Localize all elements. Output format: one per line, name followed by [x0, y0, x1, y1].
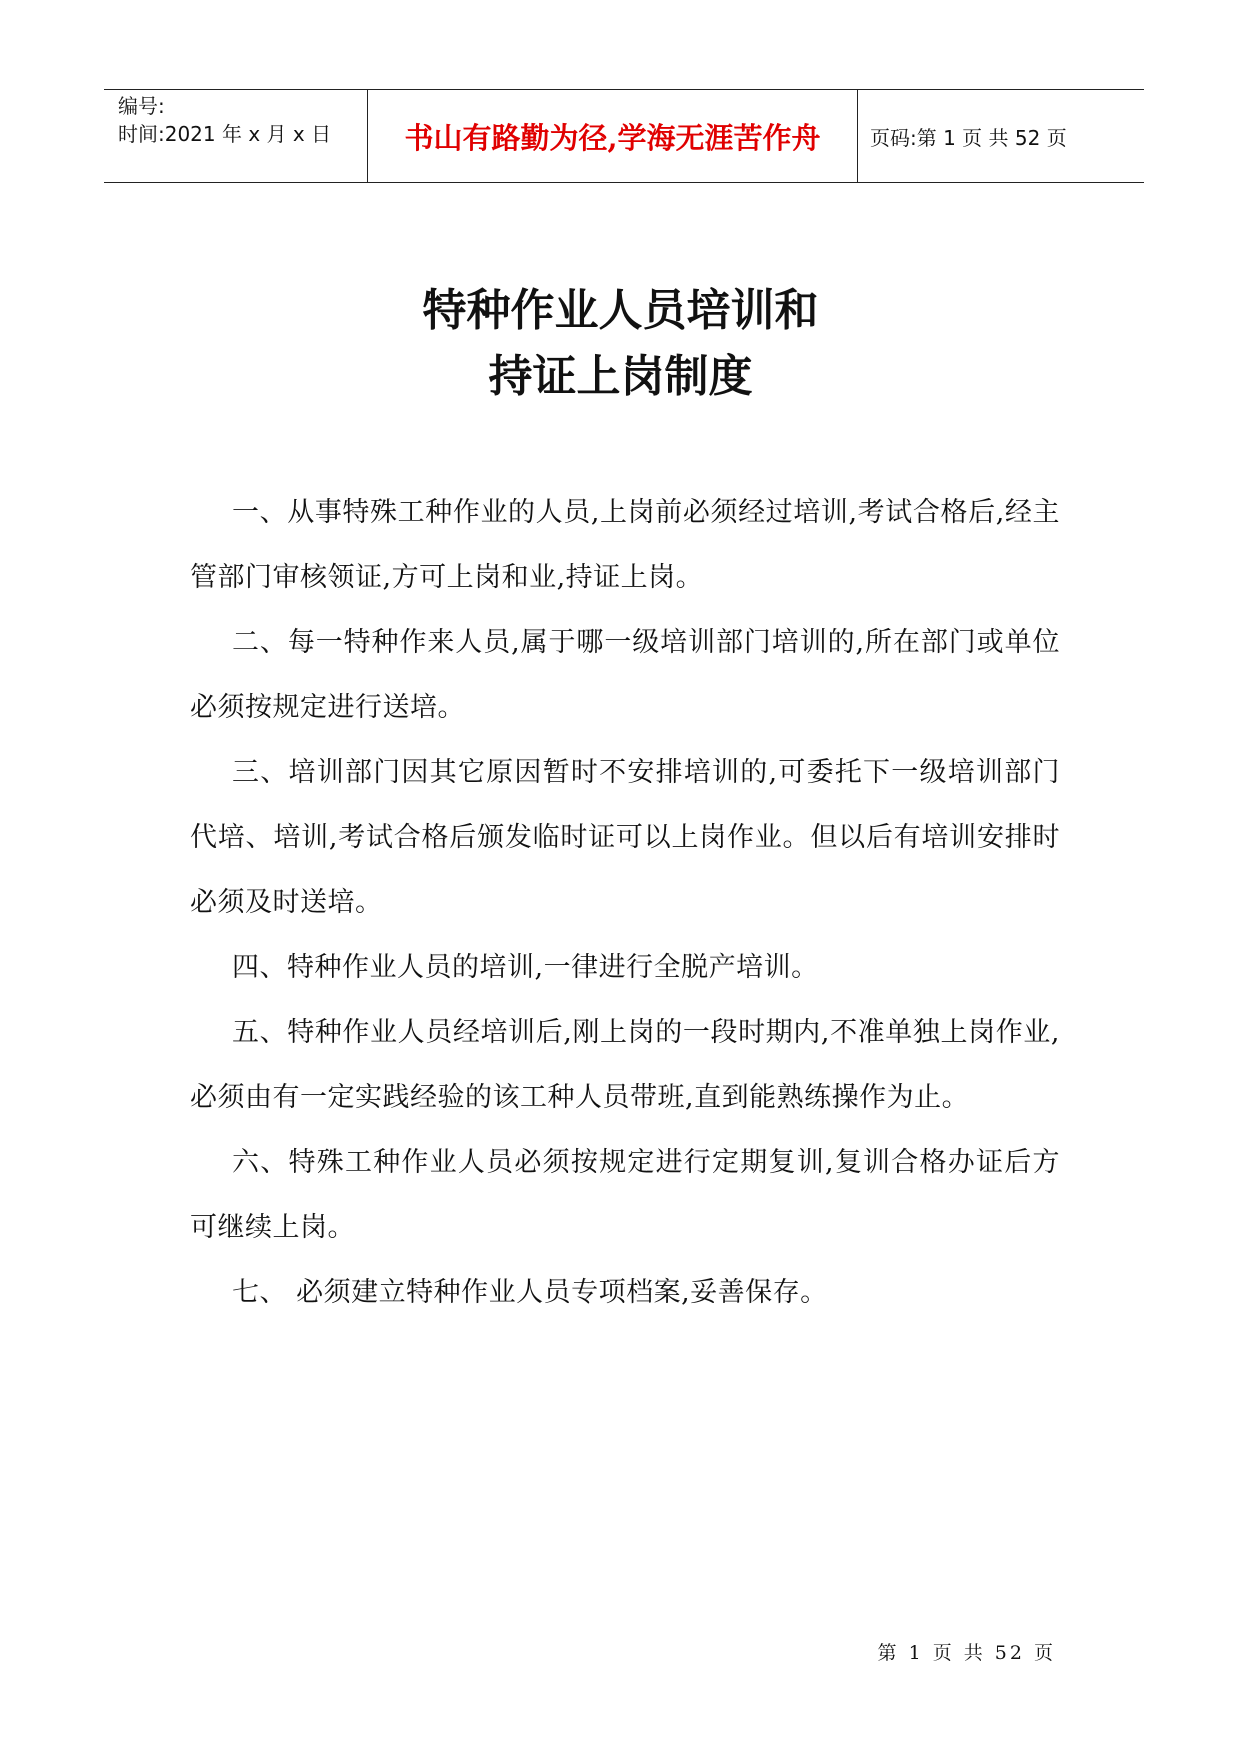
page-footer: 第 1 页 共 52 页: [877, 1642, 1056, 1664]
header-page-info: 页码:第 1 页 共 52 页: [870, 125, 1067, 150]
document-header: [104, 89, 1144, 183]
document-title: [0, 278, 1241, 410]
document-title-line-2: 持证上岗制度: [488, 351, 753, 402]
paragraph-3: 三、培训部门因其它原因暂时不安排培训的,可委托下一级培训部门代培、培训,考试合格后颁发临时证可以上岗作业。但以后有培训安排时必须及时送培。: [190, 757, 1060, 918]
document-time-label: 时间:2021 年 x 月 x 日: [118, 122, 332, 146]
header-motto-cell: [368, 90, 858, 182]
paragraph-7: 七、 必须建立特种作业人员专项档案,妥善保存。: [232, 1277, 828, 1308]
document-number-label: 编号:: [118, 94, 165, 118]
header-motto: 书山有路勤为径,学海无涯苦作舟: [404, 120, 821, 155]
paragraph-5: 五、特种作业人员经培训后,刚上岗的一段时期内,不准单独上岗作业,必须由有一定实践经验的该工种人员带班,直到能熟练操作为止。: [190, 1017, 1060, 1113]
paragraph-1: 一、从事特殊工种作业的人员,上岗前必须经过培训,考试合格后,经主管部门审核领证,方可上岗和业,持证上岗。: [190, 497, 1060, 593]
document-title-line-1: 特种作业人员培训和: [422, 285, 819, 336]
header-meta-cell: [104, 90, 368, 182]
document-body: [190, 480, 1060, 1325]
paragraph-2: 二、每一特种作来人员,属于哪一级培训部门培训的,所在部门或单位必须按规定进行送培。: [190, 627, 1060, 723]
paragraph-4: 四、特种作业人员的培训,一律进行全脱产培训。: [232, 952, 819, 983]
header-page-cell: [858, 90, 1144, 182]
paragraph-6: 六、特殊工种作业人员必须按规定进行定期复训,复训合格办证后方可继续上岗。: [190, 1147, 1060, 1243]
